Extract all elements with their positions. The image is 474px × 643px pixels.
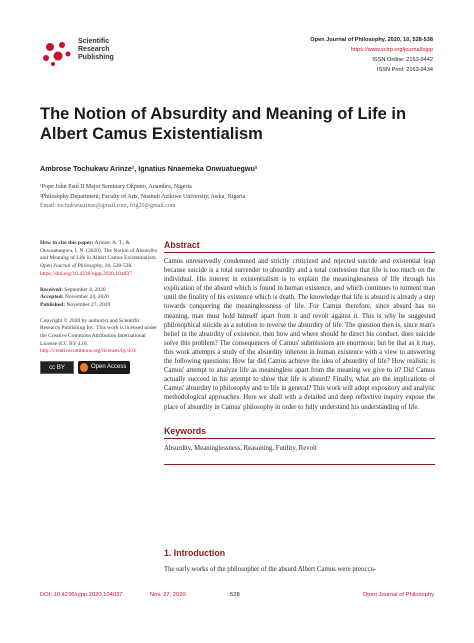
citation-pages: 528-538. <box>112 263 133 270</box>
footer-journal: Open Journal of Philosophy <box>362 592 434 598</box>
how-to-cite-label: How to cite this paper: <box>40 240 94 246</box>
open-access-icon <box>80 363 88 372</box>
journal-info <box>310 35 433 75</box>
issn-online: ISSN Online: 2163-9442 <box>372 57 433 63</box>
main-column <box>164 240 435 465</box>
published-date: Published: November 27, 2020 <box>40 301 111 308</box>
license-link[interactable]: http://creativecommons.org/licenses/by/4.0/ <box>40 348 137 355</box>
author-list: Ambrose Tochukwu Arinze¹, Ignatius Nnaemeka Onwuatuegwu² <box>40 164 258 173</box>
cc-by-badge[interactable]: cc BY <box>40 361 74 374</box>
footer-doi[interactable]: DOI: 10.4236/ojpp.2020.104037 <box>40 592 123 598</box>
journal-citation: Open Journal of Philosophy, 2020, 10, 528-538 <box>310 37 433 43</box>
keywords-divider <box>164 464 435 465</box>
article-title: The Notion of Absurdity and Meaning of Life in Albert Camus Existentialism <box>40 105 407 143</box>
introduction-first-line: The early works of the philosopher of the absurd Albert Camus were preoccu- <box>164 566 377 573</box>
affiliation-2: ²Philosophy Department, Faculty of Arts, Nnamdi Azikiwe University, Awka, Nigeria <box>40 193 246 200</box>
received-date: Received: September 4, 2020 <box>40 286 106 293</box>
how-to-cite <box>40 240 158 279</box>
footer-date: Nov. 27, 2020 <box>150 592 186 598</box>
license-badges <box>40 361 158 374</box>
introduction-heading: 1. Introduction <box>164 548 226 558</box>
keywords-text: Absurdity, Meaninglessness, Reasoning, Futility, Revolt <box>164 444 317 452</box>
affiliation-1: ¹Pope John Paul II Major Seminary Okpuno, Anambra, Nigeria <box>40 184 192 190</box>
issn-print: ISSN Print: 2163-9434 <box>377 67 433 73</box>
citation-doi-link[interactable]: https://doi.org/10.4236/ojpp.2020.104037 <box>40 270 132 277</box>
accepted-date: Accepted: November 24, 2020 <box>40 294 109 301</box>
publisher-logo <box>40 38 130 68</box>
abstract-text: Camus unreservedly condemned and strictly criticized and rejected suicide and existential leap because suicide is a total surrender to absurdity and a total confession that life is too much on the individual. His interest in existentialism is to explain the meaninglessness of life through his explication of the absurd which is found in human existence, and which continues to torment man until the finality of his existence which is death. The knowledge that life is absurd is already a step towards conquering the meaninglessness of life. For Camus therefore, since absurd has no meaning, man must hold himself apart from it and revolt against it. This is why he suggested philosophical suicide as a solution to reverse the absurdity of life. The question then is, since man's belief in the absurdity of existence, then how and where should he direct his conduct, does suicide solve this problem? The consequences of Camus' submissions are enormous; but be that as it may, this work attempts a study of the absurdity inherent in human existence with a view to answering the following questions: How far did Camus achieve the idea of absurdity of life? How realistic is Camus' attempt to analyze life as meaningless apart from the meaning we give to it? Did Camus actually succeed in his attempt to show that life is absurd? Finally, what are the implications of Camus' absurdity to philosophy and to life in general? This work will adopt expository and analytic methodological approaches. Here we shall with a detailed and deep reflective inquiry expose the place of absurdity in Camus' philosophy in order to fully understand his understanding of life. <box>164 258 435 411</box>
citation-journal: Open Journal of Philosophy, 10, <box>40 263 112 270</box>
affiliations <box>40 183 245 212</box>
article-sidebar <box>40 240 158 374</box>
email-line: Email: tochukwuarinze@gmail.com, frig20@gmail.com <box>40 203 176 209</box>
publisher-name: Scientific Research Publishing <box>78 38 114 61</box>
copyright-notice: Copyright © 2020 by author(s) and Scientific Research Publishing Inc. This work is licensed under the Creative Commons Attribution International License (CC BY 4.0). http://creativecommons.org/licenses/by/4.0/ <box>40 317 157 355</box>
keywords-heading: Keywords <box>164 426 435 439</box>
page-number: 528 <box>230 592 240 598</box>
srp-logo-icon <box>40 39 74 67</box>
open-access-badge[interactable]: Open Access <box>78 361 130 374</box>
journal-url[interactable]: https://www.scirp.org/journal/ojpp <box>350 47 433 53</box>
citation-text: Arinze, A. T., & Onwuatuegwu, I. N. (2020). The Notion of Absurdity and Meaning of Life in Albert Camus Existentialism. <box>40 240 158 262</box>
abstract-heading: Abstract <box>164 240 435 253</box>
publication-dates <box>40 287 158 310</box>
page-footer <box>40 590 434 602</box>
